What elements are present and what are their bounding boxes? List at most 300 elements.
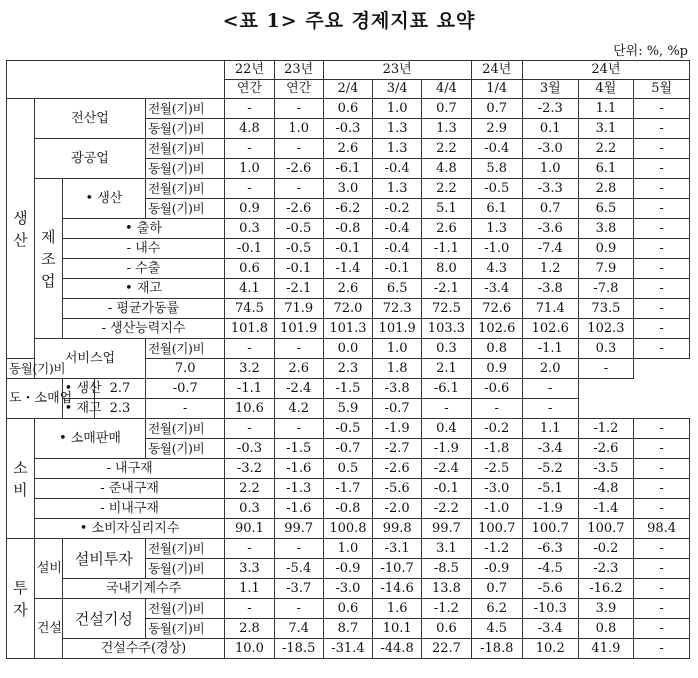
value-cell: 101.8 — [225, 319, 274, 339]
table-row — [7, 599, 690, 619]
value-cell: -1.3 — [274, 479, 323, 499]
row-label-wholesale: 도・소매업 — [7, 379, 63, 419]
value-cell: 4.3 — [471, 259, 522, 279]
value-cell: -1.2 — [471, 539, 522, 559]
value-cell: - — [634, 119, 690, 139]
section-production: 생산 — [7, 99, 35, 359]
value-cell: -0.5 — [323, 419, 372, 439]
value-cell: 100.7 — [522, 519, 578, 539]
value-cell: 1.3 — [373, 119, 422, 139]
yoy-label: 동월(기)비 — [146, 559, 225, 579]
value-cell: -3.0 — [471, 479, 522, 499]
value-cell: 0.3 — [225, 499, 274, 519]
value-cell: 2.6 — [422, 219, 471, 239]
table-row — [7, 179, 690, 199]
table-row — [7, 339, 690, 359]
value-cell: 13.8 — [422, 579, 471, 599]
value-cell: 0.4 — [422, 419, 471, 439]
row-label-capacity: - 생산능력지수 — [62, 319, 225, 339]
value-cell: -2.1 — [274, 279, 323, 299]
value-cell: 1.0 — [274, 119, 323, 139]
value-cell: -1.6 — [274, 499, 323, 519]
header-period: 1/4 — [471, 80, 522, 99]
value-cell: -18.8 — [471, 639, 522, 659]
value-cell: - — [471, 399, 522, 419]
table-row — [7, 479, 690, 499]
value-cell: -0.8 — [323, 219, 372, 239]
value-cell: 1.0 — [373, 339, 422, 359]
table-row — [7, 539, 690, 559]
value-cell: - — [274, 339, 323, 359]
value-cell: 3.2 — [225, 359, 274, 379]
value-cell: 2.6 — [323, 139, 372, 159]
value-cell: -0.5 — [274, 219, 323, 239]
value-cell: 0.8 — [471, 339, 522, 359]
unit-note: 단위: %, %p — [613, 44, 688, 59]
value-cell: 4.1 — [225, 279, 274, 299]
section-consumption: 소비 — [7, 419, 35, 539]
value-cell: - — [634, 159, 690, 179]
value-cell: 0.6 — [225, 259, 274, 279]
value-cell: 2.2 — [578, 139, 634, 159]
value-cell: - — [274, 99, 323, 119]
value-cell: 41.9 — [578, 639, 634, 659]
table-row — [7, 139, 690, 159]
row-label-facility-invest: 설비투자 — [62, 539, 145, 579]
yoy-label: 동월(기)비 — [146, 439, 225, 459]
value-cell: -1.8 — [471, 439, 522, 459]
header-period: 3/4 — [373, 80, 422, 99]
row-label-nondurable: - 비내구재 — [34, 499, 225, 519]
value-cell: -2.6 — [274, 159, 323, 179]
row-label-sentiment: • 소비자심리지수 — [34, 519, 225, 539]
value-cell: - — [146, 399, 225, 419]
value-cell: 6.2 — [471, 599, 522, 619]
value-cell: -1.7 — [323, 479, 372, 499]
value-cell: 1.0 — [522, 159, 578, 179]
value-cell: -0.1 — [323, 239, 372, 259]
header-year: 22년 — [225, 61, 274, 80]
value-cell: 71.4 — [522, 299, 578, 319]
value-cell: -3.4 — [471, 279, 522, 299]
value-cell: -3.2 — [225, 459, 274, 479]
value-cell: 22.7 — [422, 639, 471, 659]
value-cell: -3.7 — [274, 579, 323, 599]
value-cell: 1.0 — [225, 159, 274, 179]
row-label-utilization: - 평균가동률 — [62, 299, 225, 319]
value-cell: -0.4 — [373, 219, 422, 239]
value-cell: - — [225, 339, 274, 359]
value-cell: -5.2 — [522, 459, 578, 479]
table-row — [7, 299, 690, 319]
value-cell: 71.9 — [274, 299, 323, 319]
value-cell: -0.1 — [274, 259, 323, 279]
value-cell: -0.4 — [373, 159, 422, 179]
value-cell: -0.9 — [471, 559, 522, 579]
header-period: 4월 — [578, 80, 634, 99]
yoy-label: 동월(기)비 — [7, 359, 35, 379]
header-period: 5월 — [634, 80, 690, 99]
value-cell: -3.0 — [323, 579, 372, 599]
header-period: 연간 — [274, 80, 323, 99]
value-cell: 1.8 — [373, 359, 422, 379]
value-cell: 2.2 — [422, 139, 471, 159]
table-row — [7, 219, 690, 239]
row-label-construction-done: 건설기성 — [62, 599, 145, 639]
value-cell: -0.3 — [225, 439, 274, 459]
value-cell: -3.0 — [522, 139, 578, 159]
value-cell: -7.8 — [578, 279, 634, 299]
value-cell: -2.6 — [373, 459, 422, 479]
value-cell: -1.0 — [471, 239, 522, 259]
value-cell: 1.0 — [323, 539, 372, 559]
row-label-mining: 광공업 — [34, 139, 145, 179]
value-cell: - — [274, 419, 323, 439]
value-cell: -2.5 — [471, 459, 522, 479]
value-cell: 101.3 — [323, 319, 372, 339]
table-row — [7, 239, 690, 259]
value-cell: -10.3 — [522, 599, 578, 619]
value-cell: -1.2 — [422, 599, 471, 619]
yoy-label: 동월(기)비 — [146, 119, 225, 139]
value-cell: 6.5 — [373, 279, 422, 299]
table-row — [7, 459, 690, 479]
value-cell: 2.2 — [225, 479, 274, 499]
value-cell: 101.9 — [373, 319, 422, 339]
value-cell: -6.1 — [323, 159, 372, 179]
table-row — [7, 259, 690, 279]
value-cell: 2.6 — [274, 359, 323, 379]
value-cell: - — [274, 539, 323, 559]
value-cell: -3.8 — [522, 279, 578, 299]
yoy-label: 동월(기)비 — [146, 619, 225, 639]
value-cell: 2.8 — [578, 179, 634, 199]
value-cell: - — [634, 239, 690, 259]
value-cell: 0.6 — [323, 99, 372, 119]
value-cell: - — [225, 179, 274, 199]
value-cell: -1.1 — [225, 379, 274, 399]
value-cell: -2.4 — [274, 379, 323, 399]
value-cell: 0.9 — [225, 199, 274, 219]
value-cell: 72.0 — [323, 299, 372, 319]
section-manufacturing: 제조업 — [34, 179, 62, 339]
row-label-ws-production: • 생산 — [62, 379, 94, 399]
value-cell: 101.9 — [274, 319, 323, 339]
value-cell: 72.3 — [373, 299, 422, 319]
value-cell: 99.8 — [373, 519, 422, 539]
value-cell: -7.4 — [522, 239, 578, 259]
value-cell: - — [634, 579, 690, 599]
value-cell: 0.7 — [422, 99, 471, 119]
value-cell: 4.2 — [274, 399, 323, 419]
mom-label: 전월(기)비 — [146, 179, 225, 199]
value-cell: - — [634, 339, 690, 359]
value-cell: -2.4 — [422, 459, 471, 479]
value-cell: -6.2 — [323, 199, 372, 219]
value-cell: 0.1 — [522, 119, 578, 139]
value-cell: -1.4 — [323, 259, 372, 279]
value-cell: -1.9 — [422, 439, 471, 459]
value-cell: -1.4 — [578, 499, 634, 519]
value-cell: 2.7 — [94, 379, 145, 399]
subsection-facility: 설비 — [34, 539, 62, 599]
header-period: 4/4 — [422, 80, 471, 99]
value-cell: 2.2 — [422, 179, 471, 199]
value-cell: -1.6 — [274, 459, 323, 479]
value-cell: 100.8 — [323, 519, 372, 539]
value-cell: -1.0 — [471, 499, 522, 519]
value-cell: -0.5 — [274, 239, 323, 259]
value-cell: -2.6 — [274, 199, 323, 219]
value-cell: 3.3 — [225, 559, 274, 579]
value-cell: - — [634, 139, 690, 159]
value-cell: -3.1 — [373, 539, 422, 559]
value-cell: -1.1 — [522, 339, 578, 359]
value-cell: 3.0 — [323, 179, 372, 199]
economic-indicators-table — [6, 60, 690, 659]
value-cell: -2.3 — [522, 99, 578, 119]
mom-label: 전월(기)비 — [146, 599, 225, 619]
value-cell: -0.1 — [225, 239, 274, 259]
value-cell: 0.7 — [522, 199, 578, 219]
table-row — [7, 639, 690, 659]
value-cell: 8.7 — [323, 619, 372, 639]
header-year: 24년 — [522, 61, 689, 80]
value-cell: 0.3 — [578, 339, 634, 359]
value-cell: 99.7 — [274, 519, 323, 539]
table-title: <표 1> 주요 경제지표 요약 — [222, 10, 476, 32]
row-label-all-industry: 전산업 — [34, 99, 145, 139]
value-cell: 2.3 — [94, 399, 145, 419]
value-cell: - — [634, 259, 690, 279]
value-cell: - — [634, 459, 690, 479]
row-label-ws-inventory: • 재고 — [62, 399, 94, 419]
value-cell: -0.8 — [323, 499, 372, 519]
value-cell: 1.3 — [422, 119, 471, 139]
header-period: 연간 — [225, 80, 274, 99]
value-cell: -3.4 — [522, 439, 578, 459]
row-label-semidurable: - 준내구재 — [34, 479, 225, 499]
value-cell: -8.5 — [422, 559, 471, 579]
value-cell: 1.1 — [578, 99, 634, 119]
value-cell: 0.0 — [323, 339, 372, 359]
value-cell: -31.4 — [323, 639, 372, 659]
table-row — [7, 99, 690, 119]
value-cell: 0.7 — [471, 99, 522, 119]
value-cell: -1.1 — [422, 239, 471, 259]
subsection-construction: 건설 — [34, 599, 62, 659]
header-row-years — [7, 61, 690, 80]
table-row — [7, 579, 690, 599]
value-cell: - — [274, 139, 323, 159]
table-row — [7, 419, 690, 439]
header-corner — [7, 61, 225, 99]
value-cell: - — [422, 399, 471, 419]
value-cell: 7.0 — [146, 359, 225, 379]
row-label-shipment: • 출하 — [62, 219, 225, 239]
value-cell: -0.7 — [323, 439, 372, 459]
value-cell: - — [634, 639, 690, 659]
value-cell: -0.2 — [578, 539, 634, 559]
value-cell: 90.1 — [225, 519, 274, 539]
value-cell: 0.3 — [225, 219, 274, 239]
value-cell: 6.1 — [578, 159, 634, 179]
value-cell: - — [634, 619, 690, 639]
value-cell: -2.1 — [422, 279, 471, 299]
value-cell: -4.5 — [522, 559, 578, 579]
value-cell: 0.9 — [471, 359, 522, 379]
value-cell: -5.6 — [522, 579, 578, 599]
value-cell: -6.1 — [422, 379, 471, 399]
value-cell: 1.1 — [225, 579, 274, 599]
value-cell: 1.0 — [373, 99, 422, 119]
value-cell: -6.3 — [522, 539, 578, 559]
value-cell: 99.7 — [422, 519, 471, 539]
mom-label: 전월(기)비 — [146, 539, 225, 559]
value-cell: - — [634, 419, 690, 439]
value-cell: 0.5 — [323, 459, 372, 479]
value-cell: - — [225, 599, 274, 619]
value-cell: -2.7 — [373, 439, 422, 459]
value-cell: -2.0 — [373, 499, 422, 519]
value-cell: - — [634, 99, 690, 119]
value-cell: 98.4 — [634, 519, 690, 539]
row-label-services: 서비스업 — [34, 339, 145, 379]
header-year: 23년 — [323, 61, 471, 80]
value-cell: 3.9 — [578, 599, 634, 619]
header-period: 3월 — [522, 80, 578, 99]
value-cell: - — [634, 539, 690, 559]
value-cell: 1.6 — [373, 599, 422, 619]
value-cell: 2.0 — [522, 359, 578, 379]
value-cell: 102.6 — [471, 319, 522, 339]
table-row — [7, 519, 690, 539]
value-cell: - — [225, 419, 274, 439]
row-label-construction-orders: 건설수주(경상) — [62, 639, 225, 659]
value-cell: 3.1 — [578, 119, 634, 139]
value-cell: 102.6 — [522, 319, 578, 339]
value-cell: 3.8 — [578, 219, 634, 239]
value-cell: - — [225, 99, 274, 119]
value-cell: -3.3 — [522, 179, 578, 199]
value-cell: 1.3 — [471, 219, 522, 239]
value-cell: -0.9 — [323, 559, 372, 579]
value-cell: -0.2 — [373, 199, 422, 219]
value-cell: -10.7 — [373, 559, 422, 579]
row-label-inventory: • 재고 — [62, 279, 225, 299]
mom-label: 전월(기)비 — [146, 419, 225, 439]
value-cell: -0.4 — [373, 239, 422, 259]
value-cell: 2.8 — [225, 619, 274, 639]
value-cell: 10.0 — [225, 639, 274, 659]
value-cell: 72.5 — [422, 299, 471, 319]
value-cell: 1.3 — [373, 139, 422, 159]
value-cell: -18.5 — [274, 639, 323, 659]
value-cell: -0.3 — [323, 119, 372, 139]
value-cell: - — [522, 399, 578, 419]
value-cell: - — [225, 139, 274, 159]
mom-label: 전월(기)비 — [146, 139, 225, 159]
value-cell: -0.7 — [373, 399, 422, 419]
value-cell: 0.6 — [323, 599, 372, 619]
row-label-export: - 수출 — [62, 259, 225, 279]
value-cell: -0.7 — [146, 379, 225, 399]
value-cell: 100.7 — [578, 519, 634, 539]
value-cell: - — [634, 319, 690, 339]
value-cell: 73.5 — [578, 299, 634, 319]
value-cell: - — [634, 599, 690, 619]
value-cell: - — [522, 379, 578, 399]
value-cell: 3.1 — [422, 539, 471, 559]
value-cell: 102.3 — [578, 319, 634, 339]
value-cell: -0.6 — [471, 379, 522, 399]
value-cell: - — [634, 479, 690, 499]
value-cell: 1.3 — [373, 179, 422, 199]
value-cell: - — [274, 179, 323, 199]
value-cell: 103.3 — [422, 319, 471, 339]
header-period: 2/4 — [323, 80, 372, 99]
value-cell: -5.4 — [274, 559, 323, 579]
value-cell: 5.1 — [422, 199, 471, 219]
value-cell: -1.2 — [578, 419, 634, 439]
yoy-label: 동월(기)비 — [146, 199, 225, 219]
value-cell: -0.1 — [422, 479, 471, 499]
value-cell: -16.2 — [578, 579, 634, 599]
value-cell: 1.1 — [522, 419, 578, 439]
value-cell: - — [225, 539, 274, 559]
value-cell: 6.5 — [578, 199, 634, 219]
value-cell: 7.4 — [274, 619, 323, 639]
table-row — [7, 379, 690, 399]
value-cell: - — [634, 219, 690, 239]
value-cell: - — [634, 279, 690, 299]
value-cell: -0.1 — [373, 259, 422, 279]
row-label-durable: - 내구재 — [34, 459, 225, 479]
mom-label: 전월(기)비 — [146, 339, 225, 359]
value-cell: - — [634, 179, 690, 199]
value-cell: 0.7 — [471, 579, 522, 599]
value-cell: 4.5 — [471, 619, 522, 639]
value-cell: 2.6 — [323, 279, 372, 299]
value-cell: -3.5 — [578, 459, 634, 479]
value-cell: 7.9 — [578, 259, 634, 279]
table-row — [7, 499, 690, 519]
value-cell: -0.2 — [471, 419, 522, 439]
value-cell: - — [634, 559, 690, 579]
value-cell: -4.8 — [578, 479, 634, 499]
yoy-label: 동월(기)비 — [146, 159, 225, 179]
value-cell: -1.5 — [323, 379, 372, 399]
value-cell: -5.1 — [522, 479, 578, 499]
value-cell: 1.2 — [522, 259, 578, 279]
row-label-retail: • 소매판매 — [34, 419, 145, 459]
value-cell: -1.9 — [373, 419, 422, 439]
value-cell: -0.4 — [471, 139, 522, 159]
value-cell: 72.6 — [471, 299, 522, 319]
value-cell: -5.6 — [373, 479, 422, 499]
table-row — [7, 399, 690, 419]
mom-label: 전월(기)비 — [146, 99, 225, 119]
value-cell: 10.6 — [225, 399, 274, 419]
header-year: 23년 — [274, 61, 323, 80]
value-cell: 2.9 — [471, 119, 522, 139]
value-cell: -0.5 — [471, 179, 522, 199]
value-cell: 10.2 — [522, 639, 578, 659]
value-cell: 5.8 — [471, 159, 522, 179]
header-year: 24년 — [471, 61, 522, 80]
value-cell: - — [634, 439, 690, 459]
value-cell: 100.7 — [471, 519, 522, 539]
